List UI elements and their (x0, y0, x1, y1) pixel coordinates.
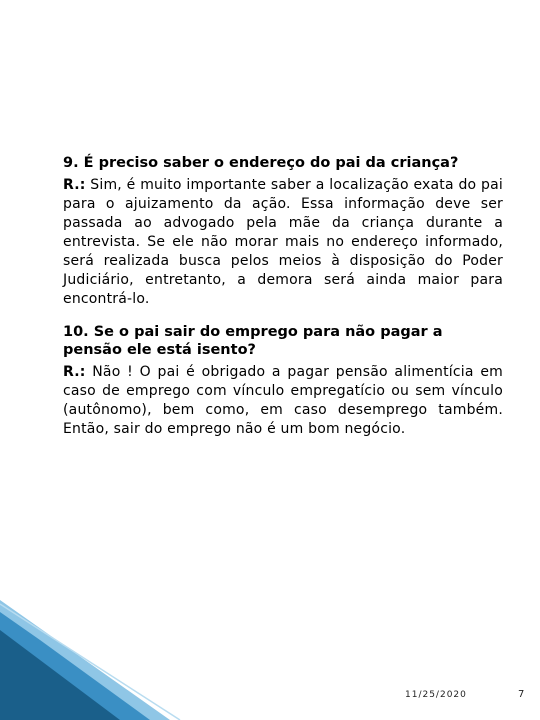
answer-text: Sim, é muito importante saber a localização exata do pai para o ajuizamento da ação. Essa informação deve ser passada ao advogado pela mãe da criança durante a entrevista. Se ele não morar mais no endereço informado, será realizada busca pelos meios à disposição do Poder Judiciário, entretanto, a demora será ainda maior para encontrá-lo. (63, 177, 503, 307)
answer-prefix: R.: (63, 177, 86, 193)
qa-item-10 (63, 323, 503, 439)
qa-item-9 (63, 154, 503, 309)
corner-line (0, 604, 180, 720)
footer-date: 11/25/2020 (405, 690, 467, 700)
corner-shape-dark (0, 630, 120, 720)
answer-prefix: R.: (63, 364, 86, 380)
content-area (63, 154, 503, 439)
answer-9 (63, 176, 503, 309)
corner-shape-light (0, 600, 170, 720)
page-number: 7 (518, 689, 525, 700)
answer-text: Não ! O pai é obrigado a pagar pensão alimentícia em caso de emprego com vínculo empregatício ou sem vínculo (autônomo), bem como, em caso desemprego também. Então, sair do emprego não é um bom negócio. (63, 364, 503, 437)
corner-shape-mid (0, 612, 150, 720)
question-10: 10. Se o pai sair do emprego para não pagar a pensão ele está isento? (63, 324, 443, 358)
answer-10 (63, 363, 503, 439)
question-9: 9. É preciso saber o endereço do pai da criança? (63, 155, 459, 171)
